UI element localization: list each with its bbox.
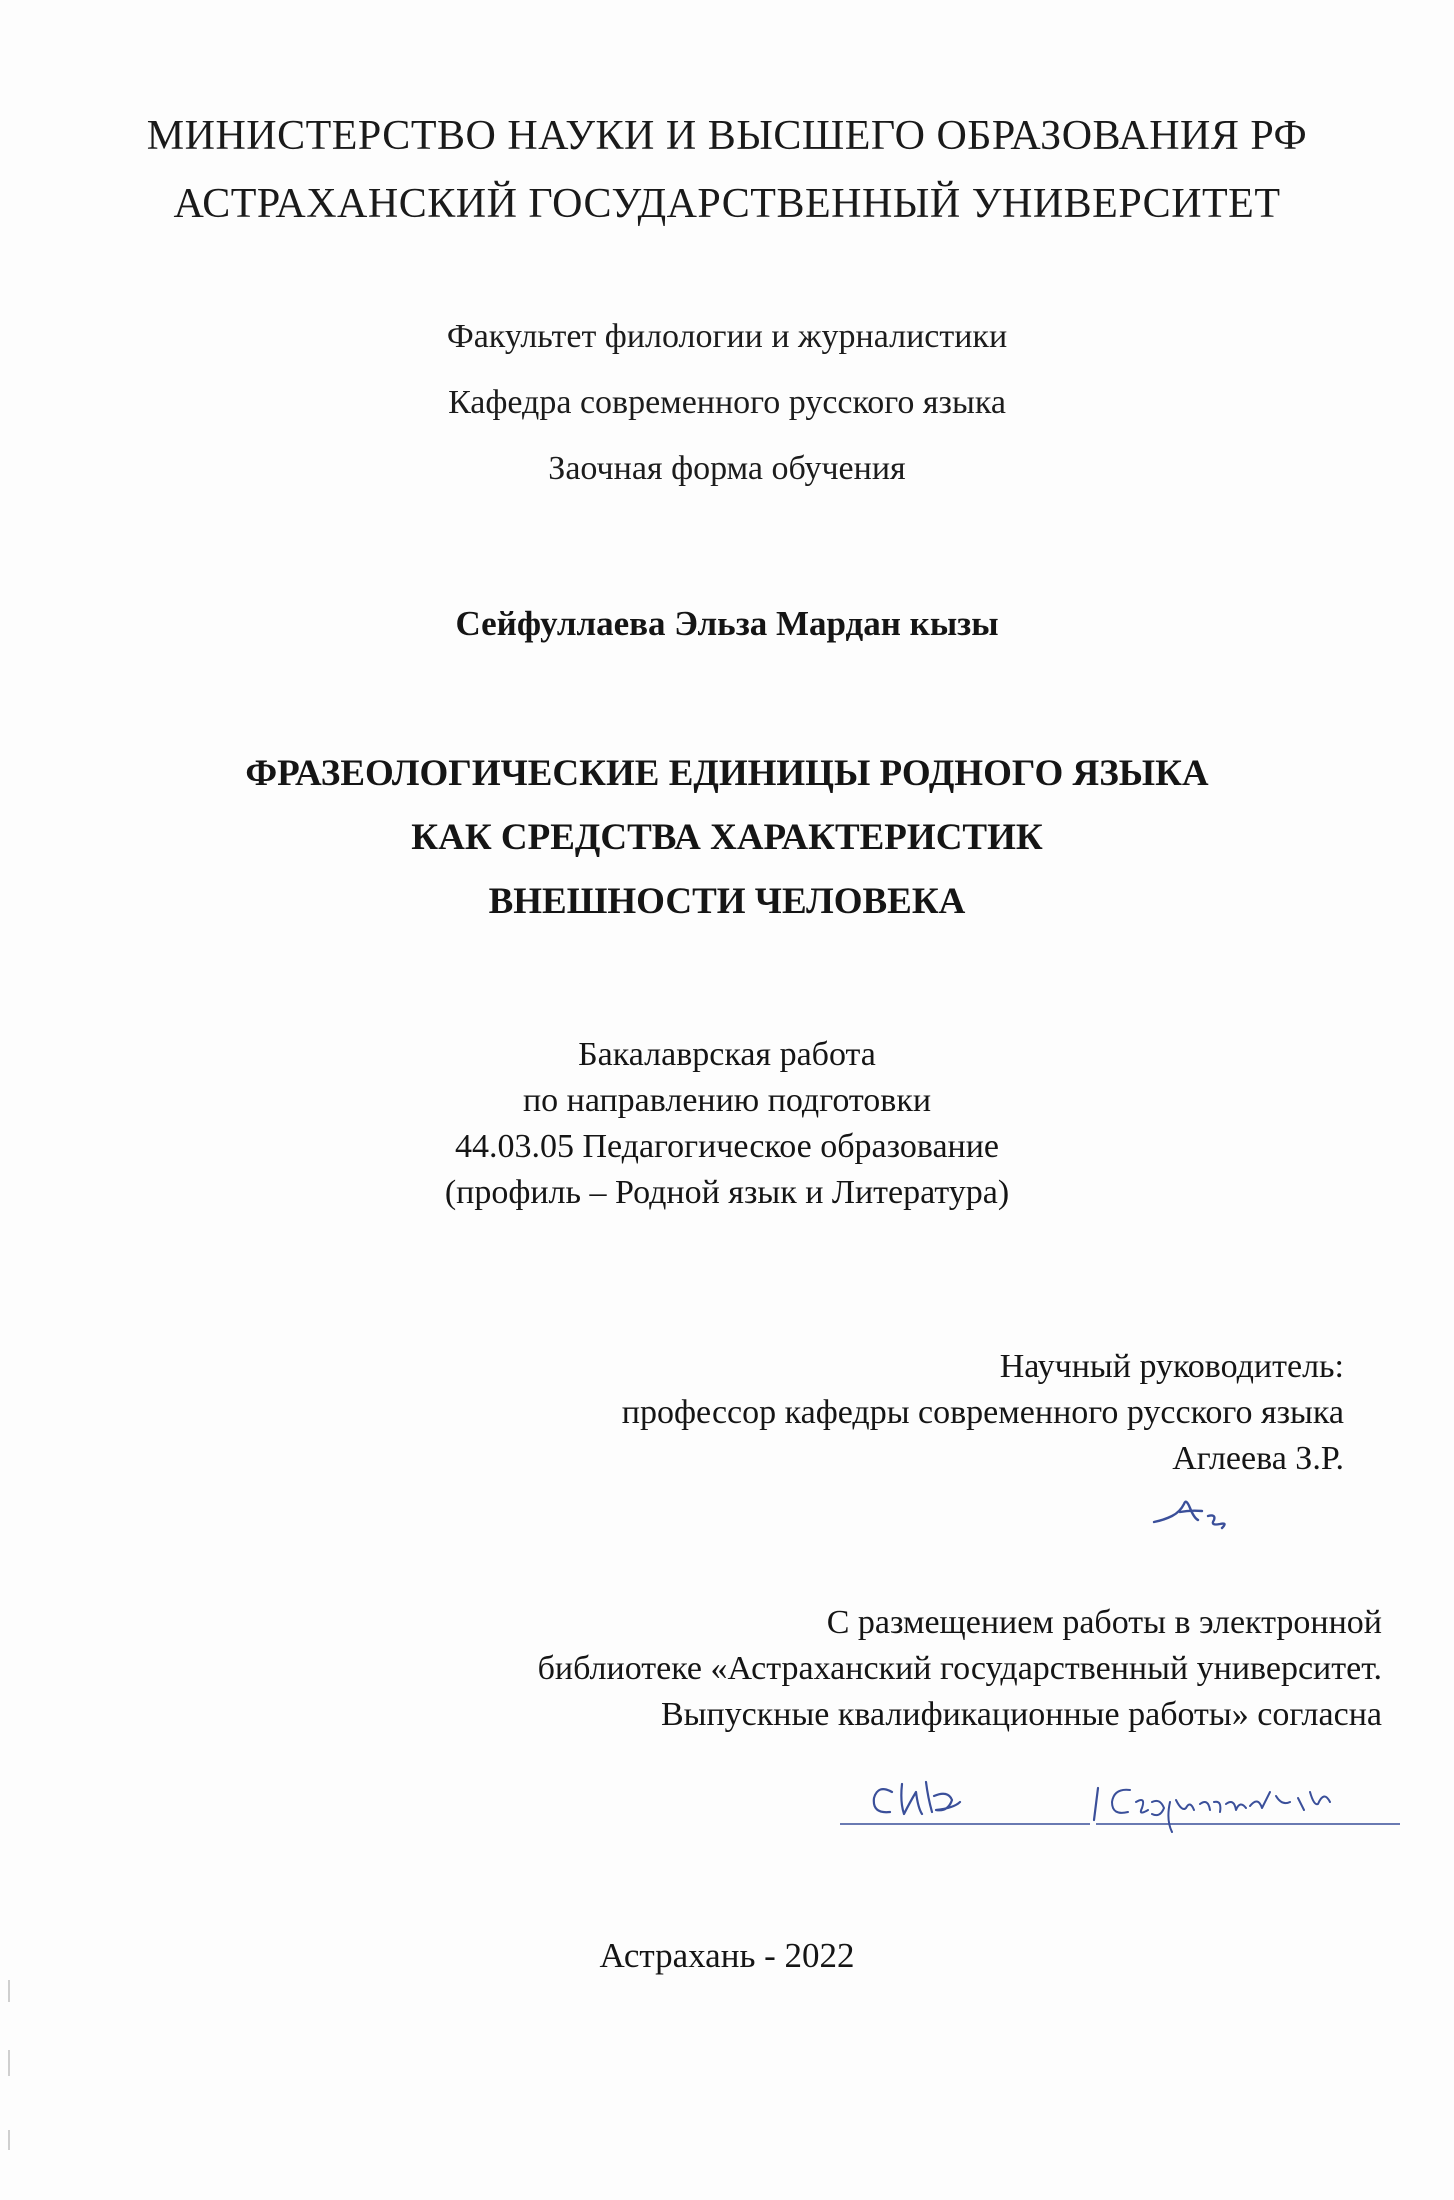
supervisor-label: Научный руководитель: xyxy=(999,1348,1344,1385)
supervisor-signature xyxy=(1150,1490,1260,1534)
consent-line-1: С размещением работы в электронной xyxy=(826,1604,1382,1641)
consent-line-3: Выпускные квалификационные работы» согласна xyxy=(660,1696,1382,1733)
scan-margin-mark xyxy=(8,2130,10,2150)
chair-line: Кафедра современного русского языка xyxy=(448,384,1006,421)
profile-line: (профиль – Родной язык и Литература) xyxy=(444,1174,1010,1211)
author-name: Сейфуллаева Эльза Мардан кызы xyxy=(455,604,999,643)
supervisor-name: Аглеева З.Р. xyxy=(1172,1440,1344,1477)
thesis-title-line-3: ВНЕШНОСТИ ЧЕЛОВЕКА xyxy=(488,881,966,922)
work-type: Бакалаврская работа xyxy=(578,1036,876,1073)
study-form-line: Заочная форма обучения xyxy=(548,450,906,487)
faculty-line: Факультет филологии и журналистики xyxy=(446,318,1008,355)
program-line: 44.03.05 Педагогическое образование xyxy=(454,1128,1000,1165)
ministry-heading: МИНИСТЕРСТВО НАУКИ И ВЫСШЕГО ОБРАЗОВАНИЯ РФ xyxy=(146,113,1308,159)
thesis-title-line-2: КАК СРЕДСТВА ХАРАКТЕРИСТИК xyxy=(411,817,1043,858)
thesis-title-line-1: ФРАЗЕОЛОГИЧЕСКИЕ ЕДИНИЦЫ РОДНОГО ЯЗЫКА xyxy=(245,753,1209,794)
supervisor-position: профессор кафедры современного русского языка xyxy=(621,1394,1344,1431)
direction-label: по направлению подготовки xyxy=(522,1082,932,1119)
consent-line-2: библиотеке «Астраханский государственный университет. xyxy=(537,1650,1382,1687)
scan-margin-mark xyxy=(8,2050,10,2076)
city-year: Астрахань - 2022 xyxy=(599,1936,855,1975)
student-signature xyxy=(830,1762,1410,1842)
scan-margin-mark xyxy=(8,1980,10,2002)
university-heading: АСТРАХАНСКИЙ ГОСУДАРСТВЕННЫЙ УНИВЕРСИТЕТ xyxy=(173,181,1281,227)
